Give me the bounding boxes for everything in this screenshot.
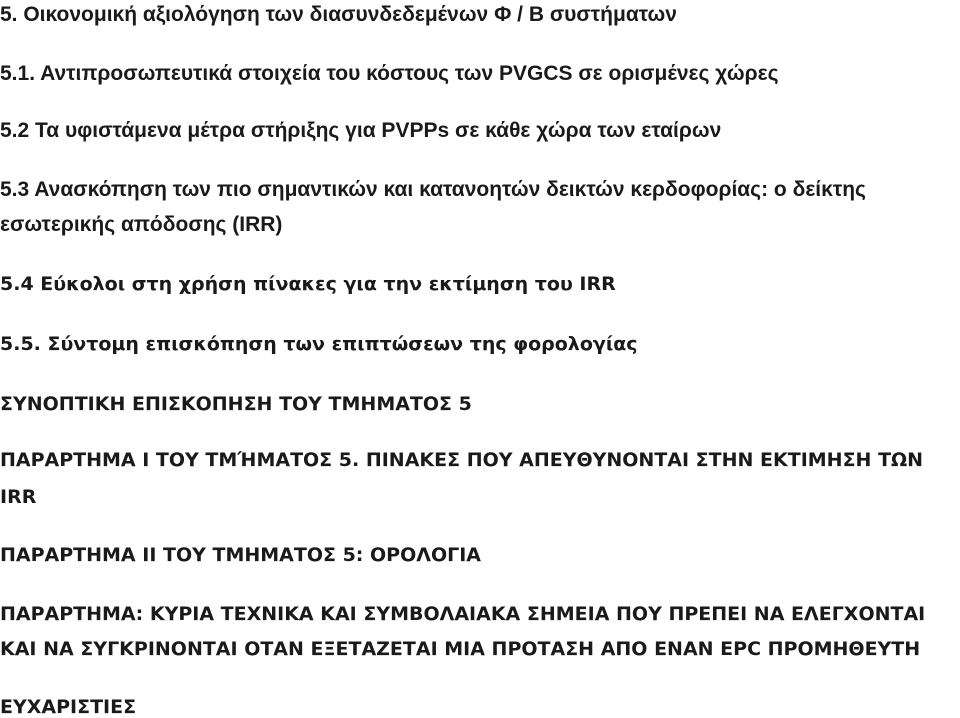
toc-section-5-3-line-2: εσωτερικής απόδοσης (IRR) [0,213,283,236]
toc-section-5-5: 5.5. Σύντομη επισκόπηση των επιπτώσεων της φορολογίας [0,333,638,355]
toc-annex-epc-line-1: ΠΑΡΑΡΤΗΜΑ: ΚΥΡΙΑ ΤΕΧΝΙΚΑ ΚΑΙ ΣΥΜΒΟΛΑΙΑΚΑ ΣΗΜΕΙΑ ΠΟΥ ΠΡΕΠΕΙ ΝΑ ΕΛΕΓΧΟΝΤΑΙ [0,603,926,625]
toc-annex-epc-line-2: ΚΑΙ ΝΑ ΣΥΓΚΡΙΝΟΝΤΑΙ ΟΤΑΝ ΕΞΕΤΑΖΕΤΑΙ ΜΙΑ ΠΡΟΤΑΣΗ ΑΠΟ ΕΝΑΝ EPC ΠΡΟΜΗΘΕΥΤΗ [0,638,921,660]
toc-acknowledgements: ΕΥΧΑΡΙΣΤΙΕΣ [0,696,137,718]
toc-section-5-1: 5.1. Αντιπροσωπευτικά στοιχεία του κόστους των PVGCS σε ορισμένες χώρες [0,62,779,85]
toc-summary-section-5: ΣΥΝΟΠΤΙΚΗ ΕΠΙΣΚΟΠΗΣΗ ΤΟΥ ΤΜΗΜΑΤΟΣ 5 [0,393,472,415]
toc-annex-1-line-1: ΠΑΡΑΡΤΗΜΑ Ι ΤΟΥ ΤΜΉΜΑΤΟΣ 5. ΠΙΝΑΚΕΣ ΠΟΥ ΑΠΕΥΘΥΝΟΝΤΑΙ ΣΤΗΝ ΕΚΤΙΜΗΣΗ ΤΩΝ [0,449,924,471]
toc-section-5-title: 5. Οικονομική αξιολόγηση των διασυνδεδεμένων Φ / Β συστήματων [0,3,677,26]
toc-annex-2: ΠΑΡΑΡΤΗΜΑ ΙΙ ΤΟΥ ΤΜΗΜΑΤΟΣ 5: ΟΡΟΛΟΓΙΑ [0,544,481,566]
toc-section-5-2: 5.2 Τα υφιστάμενα μέτρα στήριξης για PVPPs σε κάθε χώρα των εταίρων [0,119,722,142]
toc-section-5-3-line-1: 5.3 Ανασκόπηση των πιο σημαντικών και κατανοητών δεικτών κερδοφορίας: ο δείκτης [0,178,866,201]
toc-section-5-4: 5.4 Εύκολοι στη χρήση πίνακες για την εκτίμηση του IRR [0,273,616,295]
toc-annex-1-line-2: IRR [0,486,37,508]
